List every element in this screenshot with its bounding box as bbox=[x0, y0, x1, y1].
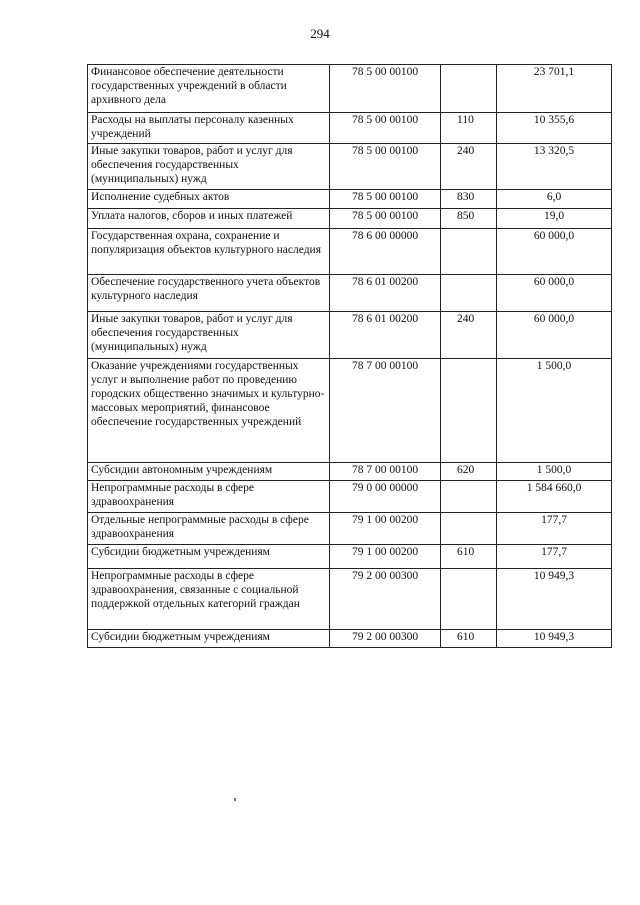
table-row bbox=[88, 481, 612, 513]
table-row bbox=[88, 229, 612, 275]
row-name: Отдельные непрограммные расходы в сфере здравоохранения bbox=[88, 513, 330, 545]
row-type bbox=[441, 359, 497, 463]
row-amount: 1 500,0 bbox=[497, 463, 612, 481]
row-name: Уплата налогов, сборов и иных платежей bbox=[88, 209, 330, 229]
budget-table bbox=[87, 64, 612, 648]
row-code: 79 0 00 00000 bbox=[330, 481, 441, 513]
table-row bbox=[88, 513, 612, 545]
row-name: Расходы на выплаты персоналу казенных учреждений bbox=[88, 113, 330, 144]
row-amount: 10 355,6 bbox=[497, 113, 612, 144]
row-code: 79 1 00 00200 bbox=[330, 513, 441, 545]
table-row bbox=[88, 569, 612, 630]
row-amount: 1 500,0 bbox=[497, 359, 612, 463]
row-name: Непрограммные расходы в сфере здравоохранения bbox=[88, 481, 330, 513]
row-type: 240 bbox=[441, 312, 497, 359]
table-row bbox=[88, 65, 612, 113]
scan-speck bbox=[234, 798, 236, 801]
row-name: Исполнение судебных актов bbox=[88, 190, 330, 209]
row-type: 610 bbox=[441, 630, 497, 648]
row-name: Обеспечение государственного учета объектов культурного наследия bbox=[88, 275, 330, 312]
table-row bbox=[88, 630, 612, 648]
row-name: Субсидии автономным учреждениям bbox=[88, 463, 330, 481]
row-type: 110 bbox=[441, 113, 497, 144]
budget-table-body bbox=[88, 65, 612, 648]
row-amount: 177,7 bbox=[497, 513, 612, 545]
row-type: 610 bbox=[441, 545, 497, 569]
row-name: Государственная охрана, сохранение и популяризация объектов культурного наследия bbox=[88, 229, 330, 275]
row-code: 78 5 00 00100 bbox=[330, 144, 441, 190]
row-amount: 23 701,1 bbox=[497, 65, 612, 113]
row-type bbox=[441, 513, 497, 545]
table-row bbox=[88, 275, 612, 312]
row-type bbox=[441, 65, 497, 113]
row-amount: 10 949,3 bbox=[497, 630, 612, 648]
row-code: 78 5 00 00100 bbox=[330, 190, 441, 209]
row-code: 78 6 01 00200 bbox=[330, 275, 441, 312]
row-name: Субсидии бюджетным учреждениям bbox=[88, 630, 330, 648]
row-code: 78 5 00 00100 bbox=[330, 65, 441, 113]
table-row bbox=[88, 190, 612, 209]
table-row bbox=[88, 463, 612, 481]
table-row bbox=[88, 209, 612, 229]
row-code: 79 2 00 00300 bbox=[330, 630, 441, 648]
table-row bbox=[88, 144, 612, 190]
row-type bbox=[441, 569, 497, 630]
page-number: 294 bbox=[310, 26, 330, 41]
row-code: 78 5 00 00100 bbox=[330, 113, 441, 144]
row-amount: 60 000,0 bbox=[497, 312, 612, 359]
row-amount: 6,0 bbox=[497, 190, 612, 209]
row-code: 78 7 00 00100 bbox=[330, 463, 441, 481]
row-type: 830 bbox=[441, 190, 497, 209]
row-amount: 19,0 bbox=[497, 209, 612, 229]
row-type bbox=[441, 229, 497, 275]
row-name: Финансовое обеспечение деятельности государственных учреждений в области архивного дела bbox=[88, 65, 330, 113]
row-amount: 1 584 660,0 bbox=[497, 481, 612, 513]
row-amount: 13 320,5 bbox=[497, 144, 612, 190]
table-row bbox=[88, 359, 612, 463]
row-name: Непрограммные расходы в сфере здравоохранения, связанные с социальной поддержкой отдельных категорий граждан bbox=[88, 569, 330, 630]
row-amount: 177,7 bbox=[497, 545, 612, 569]
table-row bbox=[88, 545, 612, 569]
row-amount: 60 000,0 bbox=[497, 275, 612, 312]
row-type: 850 bbox=[441, 209, 497, 229]
row-code: 78 6 01 00200 bbox=[330, 312, 441, 359]
row-amount: 60 000,0 bbox=[497, 229, 612, 275]
row-name: Иные закупки товаров, работ и услуг для обеспечения государственных (муниципальных) нужд bbox=[88, 312, 330, 359]
row-code: 78 5 00 00100 bbox=[330, 209, 441, 229]
row-name: Субсидии бюджетным учреждениям bbox=[88, 545, 330, 569]
row-code: 78 6 00 00000 bbox=[330, 229, 441, 275]
row-code: 78 7 00 00100 bbox=[330, 359, 441, 463]
row-type bbox=[441, 275, 497, 312]
row-type: 620 bbox=[441, 463, 497, 481]
row-name: Иные закупки товаров, работ и услуг для обеспечения государственных (муниципальных) нужд bbox=[88, 144, 330, 190]
row-code: 79 2 00 00300 bbox=[330, 569, 441, 630]
row-amount: 10 949,3 bbox=[497, 569, 612, 630]
row-type: 240 bbox=[441, 144, 497, 190]
row-type bbox=[441, 481, 497, 513]
table-row bbox=[88, 113, 612, 144]
row-code: 79 1 00 00200 bbox=[330, 545, 441, 569]
row-name: Оказание учреждениями государственных услуг и выполнение работ по проведению городских общественно значимых и культурно-массовых мероприятий, финансовое обеспечение государственных учреждений bbox=[88, 359, 330, 463]
table-row bbox=[88, 312, 612, 359]
